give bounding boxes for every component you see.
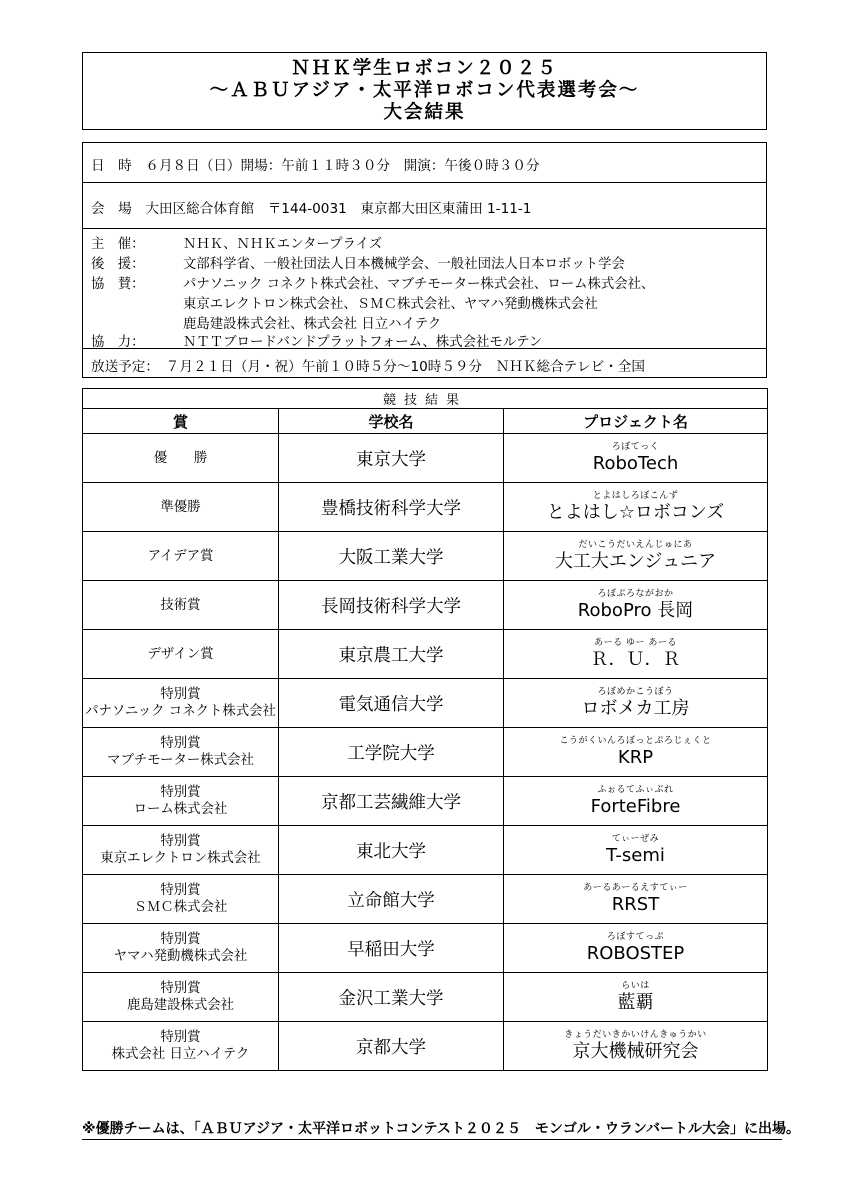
- result-row: [83, 973, 768, 1022]
- project-reading: とよはしろぼこんず: [592, 490, 679, 501]
- award-title: 特別賞: [160, 981, 201, 996]
- project-cell: [504, 679, 768, 728]
- school-cell: 早稲田大学: [279, 924, 504, 973]
- project-cell: [504, 532, 768, 581]
- project-name: ロボメカ工房: [581, 697, 690, 719]
- sponsor-label: 協 賛：: [91, 277, 145, 292]
- project-name: T-semi: [606, 844, 665, 866]
- host-label: 主 催：: [91, 237, 145, 252]
- school-cell: 工学院大学: [279, 728, 504, 777]
- award-title: 特別賞: [160, 736, 201, 751]
- project-cell: [504, 924, 768, 973]
- award-cell: [83, 581, 279, 630]
- award-title: 特別賞: [160, 1030, 201, 1045]
- project-name: ROBOSTEP: [586, 942, 685, 964]
- sponsor-value-3: 鹿島建設株式会社、株式会社 日立ハイテク: [183, 317, 442, 332]
- award-cell: [83, 973, 279, 1022]
- project-name: 藍覇: [617, 991, 654, 1013]
- result-row: [83, 1022, 768, 1071]
- datetime-row: [83, 143, 766, 183]
- project-cell: [504, 728, 768, 777]
- award-cell: [83, 630, 279, 679]
- award-sponsor: 東京エレクトロン株式会社: [100, 851, 261, 866]
- sponsor-value-2: 東京エレクトロン株式会社、ＳＭＣ株式会社、ヤマハ発動機株式会社: [183, 297, 598, 312]
- project-cell: [504, 875, 768, 924]
- project-reading: てぃーぜみ: [611, 833, 660, 844]
- school-cell: 東京農工大学: [279, 630, 504, 679]
- results-body: [83, 434, 768, 1071]
- result-row: [83, 434, 768, 483]
- result-row: [83, 679, 768, 728]
- support-label: 後 援：: [91, 257, 145, 272]
- coop-value: ＮＴＴブロードバンドプラットフォーム、株式会社モルテン: [183, 335, 543, 350]
- school-cell: 豊橋技術科学大学: [279, 483, 504, 532]
- award-title: 特別賞: [160, 883, 201, 898]
- title-line-3: 大会結果: [383, 102, 466, 123]
- award-sponsor: ＳＭＣ株式会社: [133, 900, 228, 915]
- project-name: ForteFibre: [590, 795, 681, 817]
- school-cell: 東北大学: [279, 826, 504, 875]
- award-cell: [83, 483, 279, 532]
- school-cell: 金沢工業大学: [279, 973, 504, 1022]
- result-row: [83, 728, 768, 777]
- support-value: 文部科学省、一般社団法人日本機械学会、一般社団法人日本ロボット学会: [183, 257, 625, 272]
- award-title: 準優勝: [160, 499, 201, 515]
- project-cell: [504, 630, 768, 679]
- project-cell: [504, 434, 768, 483]
- results-caption: 競技結果: [83, 389, 768, 409]
- results-header-row: [83, 409, 768, 434]
- award-title: 技術賞: [160, 597, 201, 613]
- project-reading: ろぼすてっぷ: [606, 931, 665, 942]
- venue-text: 会 場 大田区総合体育館 〒144-0031 東京都大田区東蒲田 1-11-1: [91, 201, 532, 217]
- award-cell: [83, 679, 279, 728]
- project-name: RoboPro 長岡: [577, 599, 694, 621]
- result-row: [83, 777, 768, 826]
- header-project: プロジェクト名: [504, 409, 768, 434]
- school-cell: 立命館大学: [279, 875, 504, 924]
- result-row: [83, 826, 768, 875]
- project-cell: [504, 581, 768, 630]
- result-row: [83, 924, 768, 973]
- project-reading: ふぉるてふぃぶれ: [597, 784, 674, 795]
- title-line-2: ～ＡＢＵアジア・太平洋ロボコン代表選考会～: [209, 80, 640, 101]
- coop-label: 協 力：: [91, 335, 145, 350]
- title-box: [82, 52, 767, 130]
- school-cell: 電気通信大学: [279, 679, 504, 728]
- award-sponsor: ローム株式会社: [133, 802, 228, 817]
- broadcast-text: 放送予定： ７月２１日（月・祝）午前１０時５分～10時５９分 ＮＨＫ総合テレビ・全国: [91, 359, 645, 375]
- sponsor-value-1: パナソニック コネクト株式会社、マブチモーター株式会社、ローム株式会社、: [183, 277, 655, 292]
- award-cell: [83, 728, 279, 777]
- organizers-row: [83, 229, 766, 349]
- header-school: 学校名: [279, 409, 504, 434]
- award-title: 特別賞: [160, 834, 201, 849]
- award-cell: [83, 434, 279, 483]
- project-name: とよはし☆ロボコンズ: [546, 501, 725, 523]
- project-cell: [504, 1022, 768, 1071]
- award-sponsor: マブチモーター株式会社: [107, 753, 254, 768]
- project-reading: ろぼてっく: [611, 441, 660, 452]
- school-cell: 京都大学: [279, 1022, 504, 1071]
- project-reading: きょうだいきかいけんきゅうかい: [564, 1029, 707, 1040]
- project-name: Ｒ．Ｕ．Ｒ: [590, 648, 681, 670]
- project-reading: あーる ゆー あーる: [594, 637, 677, 648]
- title-line-1: ＮＨＫ学生ロボコン２０２５: [291, 58, 558, 79]
- result-row: [83, 532, 768, 581]
- event-info-box: [82, 142, 767, 378]
- project-reading: こうがくいんろぼっとぷろじぇくと: [559, 735, 712, 746]
- award-sponsor: 鹿島建設株式会社: [126, 998, 235, 1013]
- award-cell: [83, 777, 279, 826]
- award-sponsor: パナソニック コネクト株式会社: [85, 704, 276, 719]
- project-name: RRST: [611, 893, 660, 915]
- award-cell: [83, 1022, 279, 1071]
- footer-note: ※優勝チームは、「ＡＢＵアジア・太平洋ロボットコンテスト２０２５ モンゴル・ウランバートル大会」に出場。: [82, 1120, 782, 1140]
- results-caption-row: [83, 389, 768, 409]
- result-row: [83, 630, 768, 679]
- result-row: [83, 875, 768, 924]
- award-cell: [83, 826, 279, 875]
- project-cell: [504, 826, 768, 875]
- project-cell: [504, 483, 768, 532]
- award-cell: [83, 532, 279, 581]
- project-name: 京大機械研究会: [572, 1040, 699, 1062]
- school-cell: 東京大学: [279, 434, 504, 483]
- datetime-text: 日 時 ６月８日（日）開場：午前１１時３０分 開演：午後０時３０分: [91, 158, 540, 174]
- award-sponsor: 株式会社 日立ハイテク: [111, 1047, 250, 1062]
- project-reading: だいこうだいえんじゅにあ: [578, 539, 693, 550]
- award-cell: [83, 924, 279, 973]
- award-title: 特別賞: [160, 687, 201, 702]
- school-cell: 京都工芸繊維大学: [279, 777, 504, 826]
- award-sponsor: ヤマハ発動機株式会社: [113, 949, 248, 964]
- project-name: RoboTech: [592, 452, 679, 474]
- host-value: ＮＨＫ、ＮＨＫエンタープライズ: [183, 237, 383, 252]
- project-reading: ろぼぷろながおか: [597, 588, 674, 599]
- award-title: 優 勝: [153, 450, 208, 466]
- project-cell: [504, 973, 768, 1022]
- school-cell: 大阪工業大学: [279, 532, 504, 581]
- award-title: 特別賞: [160, 932, 201, 947]
- broadcast-row: [83, 349, 766, 379]
- results-table: [82, 388, 768, 1071]
- venue-row: [83, 183, 766, 229]
- header-award: 賞: [83, 409, 279, 434]
- award-title: デザイン賞: [147, 646, 214, 662]
- project-name: KRP: [617, 746, 654, 768]
- school-cell: 長岡技術科学大学: [279, 581, 504, 630]
- award-title: 特別賞: [160, 785, 201, 800]
- award-cell: [83, 875, 279, 924]
- project-reading: あーるあーるえすてぃー: [583, 882, 688, 893]
- result-row: [83, 581, 768, 630]
- project-name: 大工大エンジュニア: [554, 550, 717, 572]
- award-title: アイデア賞: [147, 548, 214, 564]
- project-reading: らいは: [621, 980, 650, 991]
- project-cell: [504, 777, 768, 826]
- project-reading: ろぼめかこうぼう: [597, 686, 674, 697]
- result-row: [83, 483, 768, 532]
